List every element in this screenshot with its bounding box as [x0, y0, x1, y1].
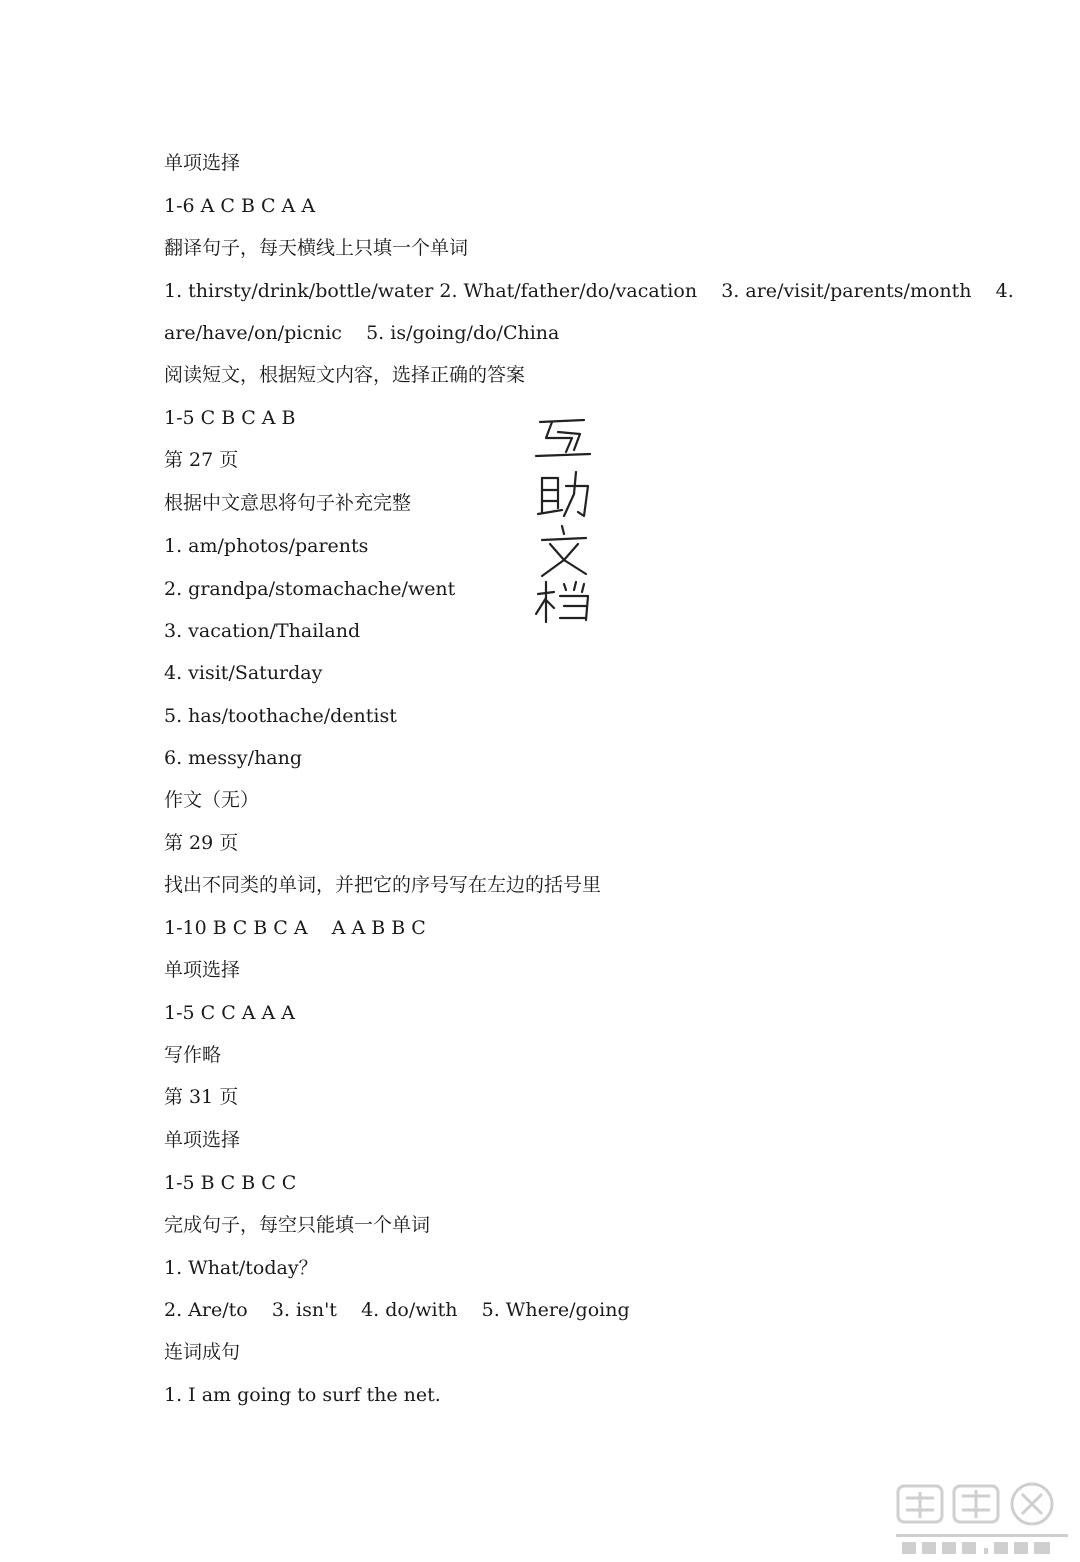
answer-line: 5. has/toothache/dentist — [164, 705, 397, 727]
answer-line: 1-10 B C B C A A A B B C — [164, 917, 426, 939]
section-heading-reading: 阅读短文，根据短文内容，选择正确的答案 — [164, 364, 526, 386]
handwritten-stamp — [528, 408, 598, 628]
answer-line: 4. visit/Saturday — [164, 662, 323, 684]
section-heading-translate: 翻译句子，每天横线上只填一个单词 — [164, 237, 469, 259]
section-heading-odd-one-out: 找出不同类的单词，并把它的序号写在左边的括号里 — [164, 874, 602, 896]
answer-line: 1. am/photos/parents — [164, 535, 369, 557]
site-watermark-logo — [892, 1480, 1072, 1558]
page-number-heading: 第 27 页 — [164, 449, 239, 471]
section-heading-complete: 根据中文意思将句子补充完整 — [164, 492, 412, 514]
answer-line: 1. I am going to surf the net. — [164, 1384, 441, 1406]
section-heading-single-choice: 单项选择 — [164, 152, 241, 174]
answer-line: 1. What/today？ — [164, 1257, 318, 1279]
answer-line: 1-6 A C B C A A — [164, 195, 316, 217]
section-heading-word-order: 连词成句 — [164, 1341, 241, 1363]
section-heading-composition: 作文（无） — [164, 789, 260, 811]
page-number-heading: 第 29 页 — [164, 832, 239, 854]
page-number-heading: 第 31 页 — [164, 1086, 239, 1108]
answer-line: are/have/on/picnic 5. is/going/do/China — [164, 322, 560, 344]
answer-line: 1-5 B C B C C — [164, 1172, 297, 1194]
answer-line: 6. messy/hang — [164, 747, 303, 769]
answer-line: 1-5 C C A A A — [164, 1002, 296, 1024]
answer-line: 1-5 C B C A B — [164, 407, 296, 429]
section-heading-fill-blanks: 完成句子，每空只能填一个单词 — [164, 1214, 431, 1236]
answer-line: 2. Are/to 3. isn't 4. do/with 5. Where/going — [164, 1299, 630, 1321]
answer-line: 1. thirsty/drink/bottle/water 2. What/father/do/vacation 3. are/visit/parents/month 4. — [164, 280, 1014, 302]
section-heading-single-choice: 单项选择 — [164, 959, 241, 981]
section-heading-single-choice: 单项选择 — [164, 1129, 241, 1151]
answer-line: 2. grandpa/stomachache/went — [164, 578, 456, 600]
answer-line: 3. vacation/Thailand — [164, 620, 361, 642]
section-heading-writing: 写作略 — [164, 1044, 222, 1066]
